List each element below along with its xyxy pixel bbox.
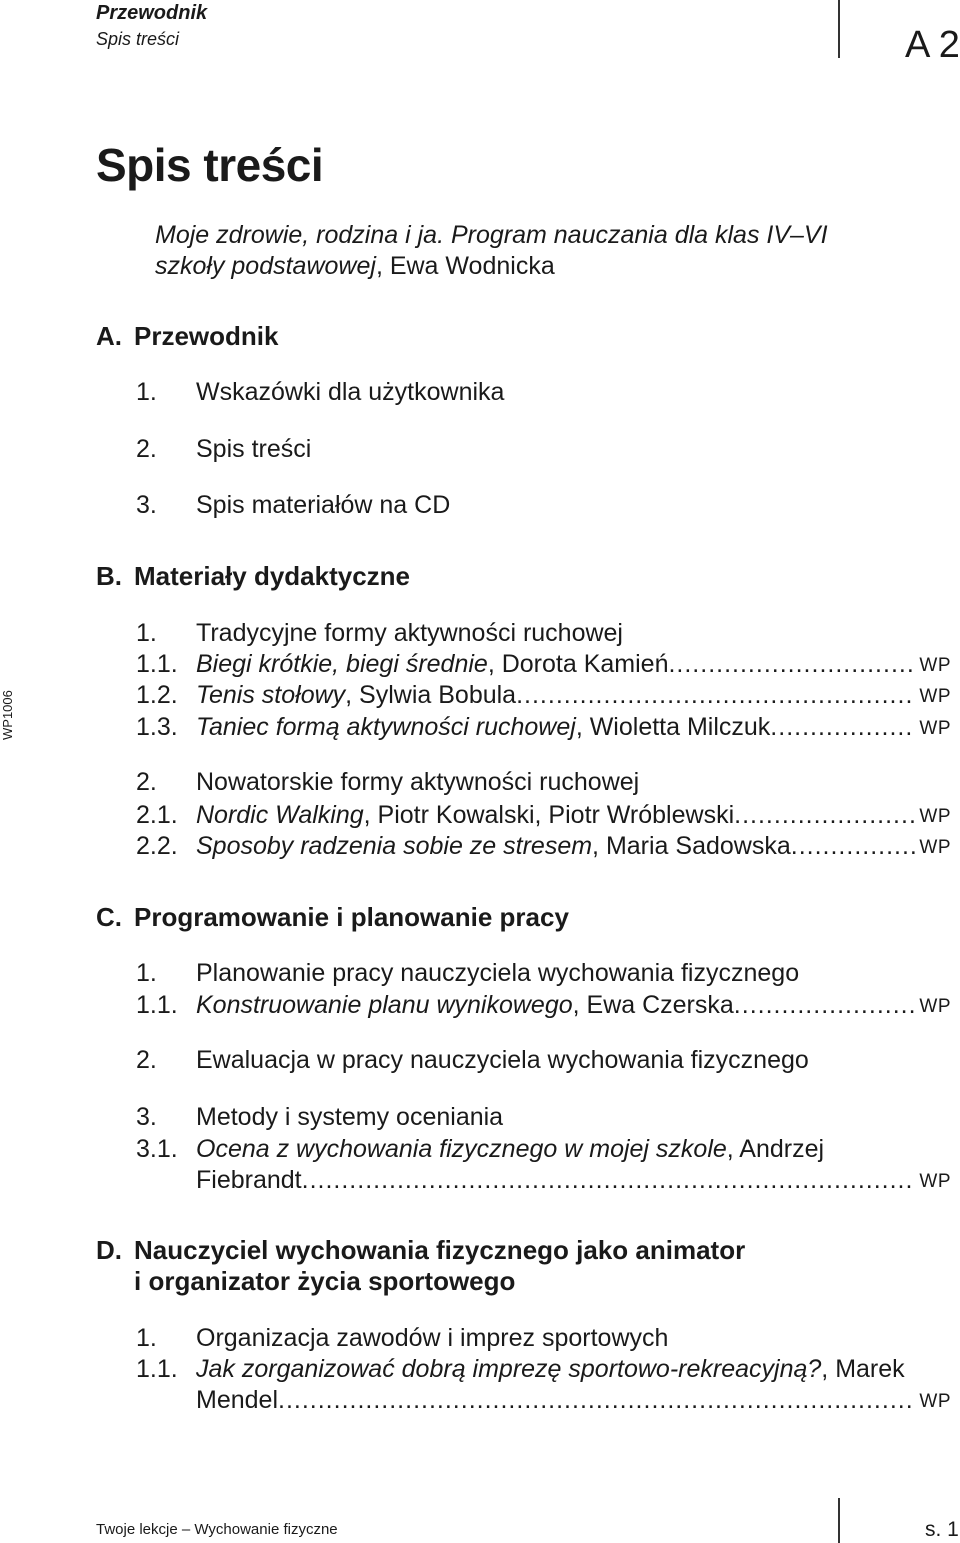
entry-author: , Marek (821, 1355, 905, 1383)
entry-number: 1.1. (136, 650, 178, 678)
entry-work: Sposoby radzenia sobie ze stresem (196, 832, 593, 860)
header-divider (838, 0, 840, 58)
entry-number: 1.2. (136, 681, 178, 709)
section-b-heading (96, 561, 410, 592)
entry-author: , Ewa Czerska (572, 991, 734, 1019)
footer-divider (838, 1498, 840, 1543)
entry-title (196, 680, 516, 713)
toc-entry-c31 (136, 1134, 951, 1196)
item-label: Tradycyjne formy aktywności ruchowej (196, 619, 623, 647)
entry-page: WP (919, 1171, 951, 1192)
entry-author: , Wioletta Milczuk (575, 713, 771, 741)
footer-page-number: s. 1 (925, 1518, 959, 1541)
entry-author: , Sylwia Bobula (345, 681, 517, 709)
entry-title (196, 831, 791, 864)
section-d-heading (96, 1235, 745, 1297)
item-label: Planowanie pracy nauczyciela wychowania fizycznego (196, 959, 800, 987)
toc-entry-c11 (136, 990, 951, 1023)
toc-entry-d11 (136, 1354, 951, 1416)
entry-title (196, 800, 734, 833)
item-number: 1. (136, 378, 157, 406)
section-title: Materiały dydaktyczne (134, 561, 411, 591)
item-number: 2. (136, 1046, 157, 1074)
toc-entry-b12 (136, 680, 951, 713)
header-title: Przewodnik (96, 2, 208, 24)
leader-dots (278, 1385, 915, 1418)
item-label: Nowatorskie formy aktywności ruchowej (196, 768, 640, 796)
entry-page: WP (919, 718, 951, 739)
section-letter: C. (96, 902, 122, 932)
entry-author-cont: Fiebrandt (196, 1166, 302, 1194)
footer-publication: Twoje lekcje – Wychowanie fizyczne (96, 1521, 338, 1538)
item-number: 1. (136, 619, 157, 647)
entry-line-2 (136, 1385, 951, 1418)
toc-item-a3 (136, 490, 450, 521)
entry-number: 1.1. (136, 991, 178, 1019)
entry-work: Taniec formą aktywności ruchowej (196, 713, 576, 741)
entry-title (196, 712, 770, 745)
entry-page: WP (919, 806, 951, 827)
item-label: Spis treści (196, 435, 312, 463)
toc-item-a1 (136, 377, 504, 408)
item-number: 1. (136, 959, 157, 987)
item-label: Ewaluacja w pracy nauczyciela wychowania fizycznego (196, 1046, 809, 1074)
toc-item-a2 (136, 434, 311, 465)
leader-dots (734, 800, 915, 833)
section-c-heading (96, 902, 569, 933)
section-letter: A. (96, 321, 122, 351)
section-title: Przewodnik (134, 321, 279, 351)
section-title: Programowanie i planowanie pracy (134, 902, 569, 932)
toc-entry-b13 (136, 712, 951, 745)
toc-entry-b22 (136, 831, 951, 864)
toc-item-b2 (136, 767, 639, 798)
toc-item-c3 (136, 1102, 503, 1133)
entry-work: Ocena z wychowania fizycznego w mojej szkole (196, 1135, 727, 1163)
leader-dots (770, 712, 915, 745)
item-number: 3. (136, 1103, 157, 1131)
entry-title (196, 1354, 905, 1385)
intro-author: , Ewa Wodnicka (375, 252, 555, 280)
entry-line-1 (136, 1354, 951, 1385)
leader-dots (302, 1165, 916, 1198)
entry-number: 1.1. (136, 1355, 178, 1383)
page-title: Spis treści (96, 139, 324, 191)
entry-author: , Andrzej (726, 1135, 825, 1163)
section-letter: B. (96, 561, 122, 591)
item-label: Spis materiałów na CD (196, 491, 451, 519)
entry-work: Tenis stołowy (196, 681, 346, 709)
entry-page: WP (919, 1391, 951, 1412)
entry-page: WP (919, 996, 951, 1017)
toc-item-c1 (136, 958, 799, 989)
entry-author: , Piotr Kowalski, Piotr Wróblewski (363, 801, 735, 829)
leader-dots (791, 831, 916, 864)
entry-page: WP (919, 686, 951, 707)
entry-work: Jak zorganizować dobrą imprezę sportowo-rekreacyjną? (196, 1355, 822, 1383)
section-a-heading (96, 321, 278, 352)
entry-author: , Maria Sadowska (592, 832, 791, 860)
item-label: Organizacja zawodów i imprez sportowych (196, 1324, 669, 1352)
header-code: A 2 (905, 24, 960, 66)
toc-item-c2 (136, 1045, 809, 1076)
item-number: 2. (136, 768, 157, 796)
entry-title (196, 649, 668, 682)
item-number: 2. (136, 435, 157, 463)
header-subtitle: Spis treści (96, 29, 180, 49)
entry-work: Biegi krótkie, biegi średnie (196, 650, 488, 678)
section-letter: D. (96, 1235, 122, 1265)
entry-number: 2.1. (136, 801, 178, 829)
toc-entry-b21 (136, 800, 951, 833)
toc-item-d1 (136, 1323, 668, 1354)
entry-page: WP (919, 655, 951, 676)
item-number: 3. (136, 491, 157, 519)
entry-author: , Dorota Kamień (487, 650, 669, 678)
entry-number: 1.3. (136, 713, 178, 741)
entry-number: 2.2. (136, 832, 178, 860)
leader-dots (668, 649, 915, 682)
side-code-text: WP1006 (0, 690, 15, 740)
entry-title (196, 990, 734, 1023)
item-label: Wskazówki dla użytkownika (196, 378, 505, 406)
intro-text (155, 220, 875, 282)
entry-author-cont: Mendel (196, 1386, 278, 1414)
entry-work: Konstruowanie planu wynikowego (196, 991, 573, 1019)
intro-title: Moje zdrowie, rodzina i ja. Program nauczania dla klas IV–VI szkoły podstawowej (155, 221, 828, 280)
entry-title (196, 1134, 824, 1165)
toc-item-b1 (136, 618, 623, 649)
entry-number: 3.1. (136, 1135, 178, 1163)
section-title-cont: i organizator życia sportowego (134, 1266, 516, 1296)
toc-entry-b11 (136, 649, 951, 682)
entry-page: WP (919, 837, 951, 858)
entry-line-1 (136, 1134, 951, 1165)
leader-dots (516, 680, 915, 713)
item-number: 1. (136, 1324, 157, 1352)
entry-work: Nordic Walking (196, 801, 364, 829)
leader-dots (734, 990, 916, 1023)
item-label: Metody i systemy oceniania (196, 1103, 504, 1131)
section-title: Nauczyciel wychowania fizycznego jako animator (134, 1235, 746, 1265)
entry-line-2 (136, 1165, 951, 1198)
